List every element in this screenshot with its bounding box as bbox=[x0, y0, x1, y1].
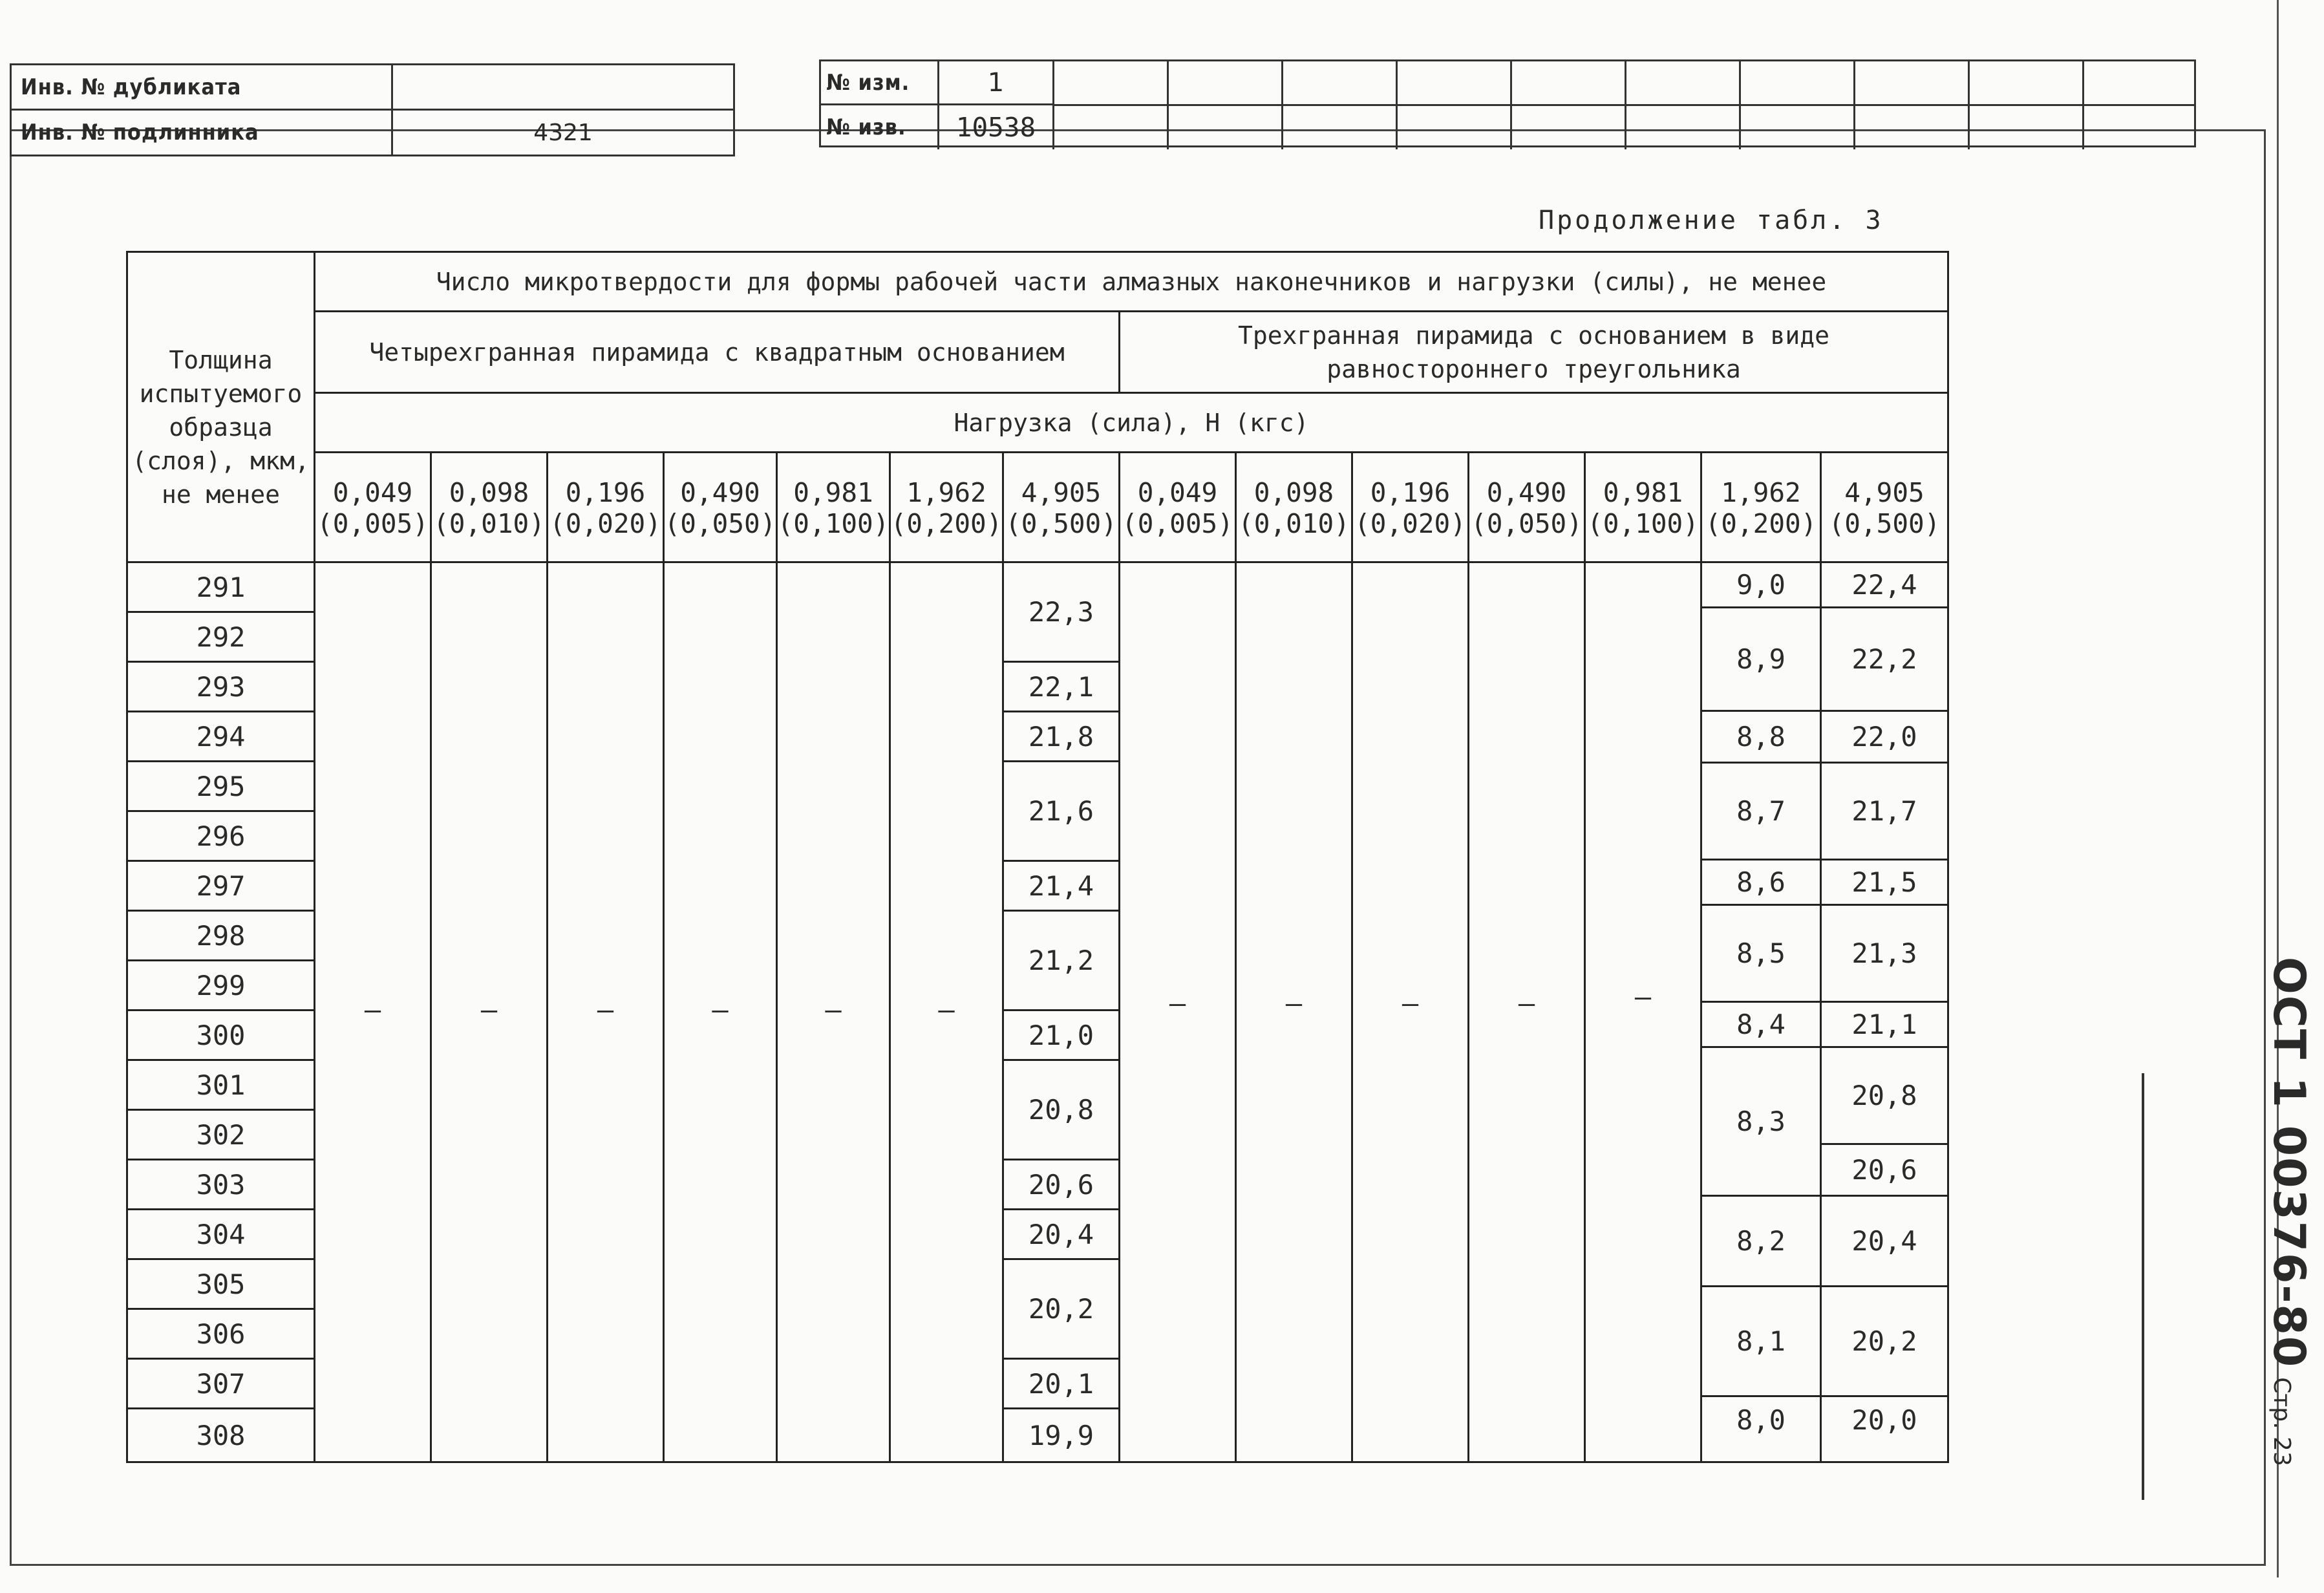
load-col-11 bbox=[1469, 453, 1586, 563]
thickness-cell: 304 bbox=[128, 1210, 314, 1260]
load-col-12 bbox=[1586, 453, 1702, 563]
value-cell: 20,1 bbox=[1004, 1360, 1118, 1409]
dash-col-11: – bbox=[1518, 987, 1535, 1019]
load-n: 4,905 bbox=[1021, 477, 1102, 508]
thickness-cell: 296 bbox=[128, 812, 314, 862]
value-cell: 20,8 bbox=[1004, 1061, 1118, 1160]
main-header: Число микротвердости для формы рабочей части алмазных наконечников и нагрузки (силы), не менее bbox=[315, 253, 1947, 312]
triangle-1962-column bbox=[1702, 563, 1820, 1461]
value-cell: 22,2 bbox=[1822, 608, 1947, 712]
load-col-9 bbox=[1237, 453, 1353, 563]
orig-label: Инв. № подлинника bbox=[12, 111, 393, 155]
dash-col-8: – bbox=[1169, 987, 1186, 1019]
value-cell: 8,0 bbox=[1736, 1404, 1786, 1436]
thickness-cell: 306 bbox=[128, 1310, 314, 1360]
value-cell: 20,4 bbox=[1004, 1210, 1118, 1260]
load-n: 0,049 bbox=[332, 477, 413, 508]
side-designation bbox=[2237, 957, 2314, 1466]
izv-label: № изв. bbox=[821, 105, 939, 149]
value-cell: 8,3 bbox=[1702, 1048, 1820, 1197]
value-cell: 8,4 bbox=[1702, 1003, 1820, 1048]
dash-col-6: – bbox=[938, 993, 955, 1025]
value-cell: 8,1 bbox=[1702, 1287, 1820, 1397]
load-k: (0,100) bbox=[777, 508, 890, 539]
load-n: 1,962 bbox=[1721, 477, 1801, 508]
thickness-cell: 294 bbox=[128, 712, 314, 762]
value-cell: 21,7 bbox=[1822, 764, 1947, 861]
load-n: 0,981 bbox=[1603, 477, 1683, 508]
thickness-cell: 291 bbox=[128, 563, 314, 613]
dash-col-10: – bbox=[1402, 987, 1419, 1019]
designation-text: ОСТ 1 00376-80 bbox=[2263, 957, 2314, 1369]
load-k: (0,050) bbox=[664, 508, 776, 539]
load-col-13 bbox=[1702, 453, 1822, 563]
thickness-cell: 295 bbox=[128, 762, 314, 812]
load-n: 1,962 bbox=[906, 477, 986, 508]
load-k: (0,500) bbox=[1005, 508, 1117, 539]
dash-col-5: – bbox=[825, 993, 842, 1025]
value-cell: 8,2 bbox=[1702, 1197, 1820, 1287]
load-col-3 bbox=[548, 453, 665, 563]
value-cell: 22,0 bbox=[1822, 712, 1947, 764]
dash-col-9: – bbox=[1285, 987, 1303, 1019]
dash-col-4: – bbox=[712, 993, 729, 1025]
thickness-header: Толщина испытуемого образца (слоя), мкм, не менее bbox=[128, 253, 315, 563]
load-k: (0,010) bbox=[433, 508, 545, 539]
load-n: 0,490 bbox=[680, 477, 760, 508]
value-cell: 21,8 bbox=[1004, 712, 1118, 762]
main-table bbox=[126, 251, 1949, 1463]
izm-label: № изм. bbox=[821, 61, 939, 105]
load-n: 0,196 bbox=[565, 477, 646, 508]
load-col-5 bbox=[778, 453, 891, 563]
dup-value bbox=[393, 65, 733, 111]
thickness-cell: 303 bbox=[128, 1160, 314, 1210]
value-cell: 20,4 bbox=[1822, 1197, 1947, 1287]
load-k: (0,500) bbox=[1828, 508, 1941, 539]
continuation-title: Продолжение табл. 3 bbox=[1539, 206, 1884, 235]
load-k: (0,020) bbox=[549, 508, 661, 539]
thickness-cell: 300 bbox=[128, 1011, 314, 1061]
dash-col-12: – bbox=[1634, 980, 1652, 1012]
side-underline bbox=[2142, 1073, 2144, 1500]
stamp-left bbox=[10, 63, 735, 156]
value-cell: 21,1 bbox=[1822, 1003, 1947, 1048]
thickness-cell: 302 bbox=[128, 1111, 314, 1160]
stamp-right bbox=[819, 59, 2196, 147]
value-cell: 20,2 bbox=[1004, 1260, 1118, 1360]
value-cell: 19,9 bbox=[1028, 1419, 1094, 1451]
load-n: 0,981 bbox=[793, 477, 873, 508]
value-cell: 8,9 bbox=[1702, 608, 1820, 712]
square-4905-column bbox=[1004, 563, 1118, 1461]
load-columns-row bbox=[315, 453, 1947, 563]
group-square-header: Четырехгранная пирамида с квадратным основанием bbox=[315, 312, 1120, 394]
value-cell: 21,4 bbox=[1004, 862, 1118, 912]
group-triangle-header: Трехгранная пирамида с основанием в виде равностороннего треугольника bbox=[1120, 312, 1947, 394]
value-cell: 9,0 bbox=[1702, 563, 1820, 608]
value-cell: 22,3 bbox=[1004, 563, 1118, 663]
page-label: Стр. 23 bbox=[2268, 1377, 2295, 1466]
load-k: (0,010) bbox=[1238, 508, 1350, 539]
thickness-cell: 307 bbox=[128, 1360, 314, 1409]
load-col-6 bbox=[891, 453, 1004, 563]
stamp-grid bbox=[1054, 61, 2196, 149]
load-k: (0,005) bbox=[1122, 508, 1233, 539]
value-cell: 22,1 bbox=[1004, 663, 1118, 712]
izm-value: 1 bbox=[939, 61, 1054, 105]
load-k: (0,005) bbox=[317, 508, 429, 539]
value-cell: 20,2 bbox=[1822, 1287, 1947, 1397]
load-k: (0,200) bbox=[890, 508, 1003, 539]
load-col-10 bbox=[1353, 453, 1469, 563]
triangle-4905-column bbox=[1822, 563, 1947, 1461]
load-k: (0,100) bbox=[1587, 508, 1699, 539]
load-col-7 bbox=[1004, 453, 1120, 563]
load-k: (0,050) bbox=[1471, 508, 1583, 539]
load-n: 0,196 bbox=[1370, 477, 1451, 508]
load-n: 0,049 bbox=[1137, 477, 1218, 508]
value-cell: 20,6 bbox=[1822, 1145, 1947, 1197]
thickness-column bbox=[128, 563, 314, 1461]
load-n: 4,905 bbox=[1844, 477, 1924, 508]
value-cell: 21,3 bbox=[1822, 906, 1947, 1003]
value-cell: 21,5 bbox=[1822, 861, 1947, 906]
thickness-cell: 293 bbox=[128, 663, 314, 712]
thickness-cell: 299 bbox=[128, 961, 314, 1011]
value-cell: 21,6 bbox=[1004, 762, 1118, 862]
load-col-4 bbox=[665, 453, 778, 563]
load-n: 0,098 bbox=[449, 477, 529, 508]
value-cell: 8,7 bbox=[1702, 764, 1820, 861]
orig-value: 4321 bbox=[533, 119, 593, 146]
value-cell: 21,0 bbox=[1004, 1011, 1118, 1061]
value-cell: 8,6 bbox=[1702, 861, 1820, 906]
dash-col-2: – bbox=[480, 993, 498, 1025]
load-header: Нагрузка (сила), Н (кгс) bbox=[315, 394, 1947, 453]
value-cell: 20,6 bbox=[1004, 1160, 1118, 1210]
thickness-cell: 292 bbox=[128, 613, 314, 663]
thickness-cell: 301 bbox=[128, 1061, 314, 1111]
thickness-cell: 308 bbox=[196, 1419, 246, 1451]
value-cell: 20,0 bbox=[1851, 1404, 1917, 1436]
value-cell: 8,8 bbox=[1702, 712, 1820, 764]
thickness-cell: 298 bbox=[128, 912, 314, 961]
value-cell: 21,2 bbox=[1004, 912, 1118, 1011]
thickness-cell: 297 bbox=[128, 862, 314, 912]
load-n: 0,490 bbox=[1486, 477, 1567, 508]
load-col-2 bbox=[432, 453, 548, 563]
load-n: 0,098 bbox=[1253, 477, 1334, 508]
izv-value: 10538 bbox=[939, 105, 1054, 149]
value-cell: 20,8 bbox=[1822, 1048, 1947, 1145]
load-col-8 bbox=[1120, 453, 1237, 563]
value-cell: 8,5 bbox=[1702, 906, 1820, 1003]
load-col-1 bbox=[315, 453, 432, 563]
dash-col-1: – bbox=[364, 993, 381, 1025]
load-col-14 bbox=[1822, 453, 1947, 563]
load-k: (0,020) bbox=[1354, 508, 1466, 539]
thickness-cell: 305 bbox=[128, 1260, 314, 1310]
load-k: (0,200) bbox=[1705, 508, 1817, 539]
dash-col-3: – bbox=[597, 993, 614, 1025]
value-cell: 22,4 bbox=[1822, 563, 1947, 608]
dup-label: Инв. № дубликата bbox=[12, 65, 393, 111]
